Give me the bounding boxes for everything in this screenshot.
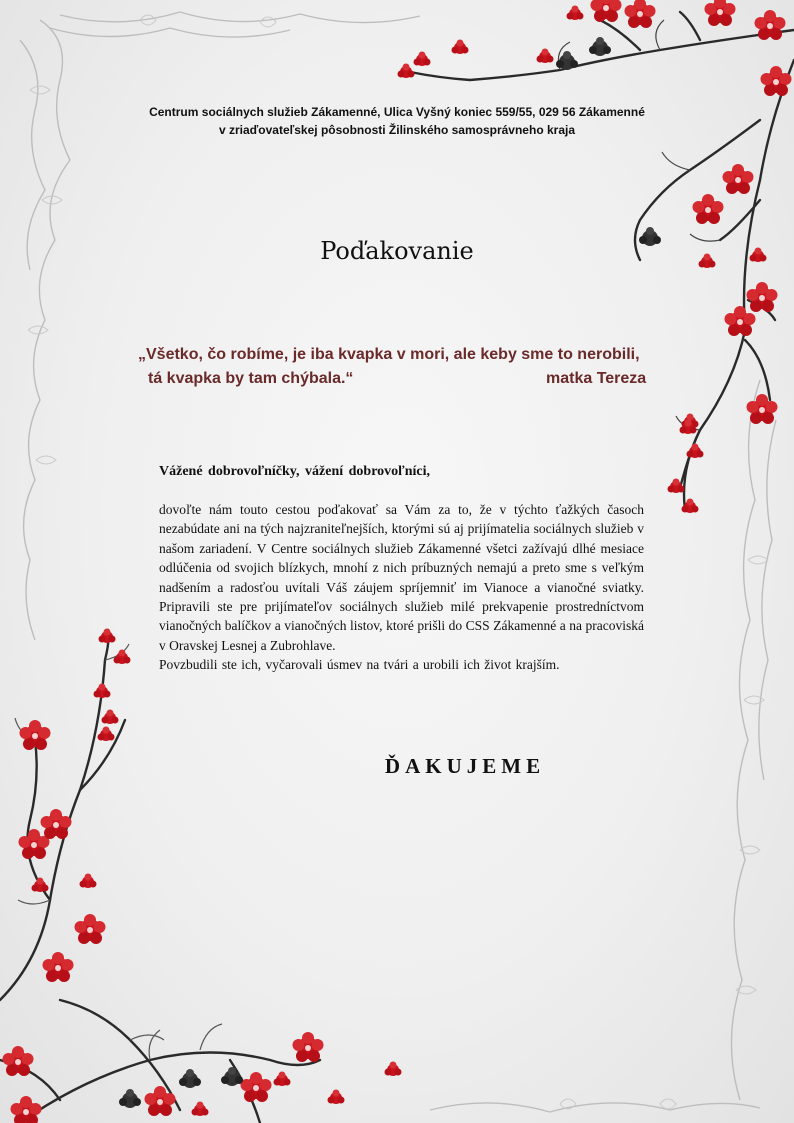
header-line-2: v zriaďovateľskej pôsobnosti Žilinského samosprávneho kraja	[218, 123, 576, 137]
quote-block	[138, 343, 658, 391]
organization-header	[0, 103, 794, 139]
quote-line-1: „Všetko, čo robíme, je iba kvapka v mori, ale keby sme to nerobili,	[138, 346, 640, 363]
letter-closing-line: Povzbudili ste ich, vyčarovali úsmev na tvári a urobili ich život krajším.	[159, 657, 560, 673]
quote-author: matka Tereza	[546, 370, 647, 387]
letter-greeting: Vážené dobrovoľníčky, vážení dobrovoľníci,	[159, 464, 431, 479]
letter-body	[159, 500, 644, 675]
quote-line-2-row	[138, 367, 658, 391]
thanks-heading: ĎAKUJEME	[384, 754, 546, 778]
page-title: Poďakovanie	[320, 237, 474, 265]
quote-line-2: tá kvapka by tam chýbala.“	[148, 370, 354, 387]
header-line-1: Centrum sociálnych služieb Zákamenné, Ulica Vyšný koniec 559/55, 029 56 Zákamenné	[149, 105, 645, 119]
letter-body-paragraph: dovoľte nám touto cestou poďakovať sa Vám za to, že v týchto ťažkých časoch nezabúdate ani na tých najzraniteľnejších, ktorými sú aj prijímatelia sociálnych služieb v našom zariadení. V Centre sociálnych služieb Zákamenné všetci zažívajú dlhé mesiace odlúčenia od svojich blízkych, mnohí z nich príbuzných nemajú a preto sme s veľkým nadšením a radosťou uvítali Váš záujem spríjemniť im Vianoce a vianočné sviatky. Pripravili ste pre prijímateľov sociálnych služieb milé prekvapenie prostredníctvom vianočných balíčkov a vianočných listov, ktoré prišli do CSS Zákamenné a na pracoviská v Oravskej Lesnej a Zubrohlave.	[159, 502, 644, 653]
